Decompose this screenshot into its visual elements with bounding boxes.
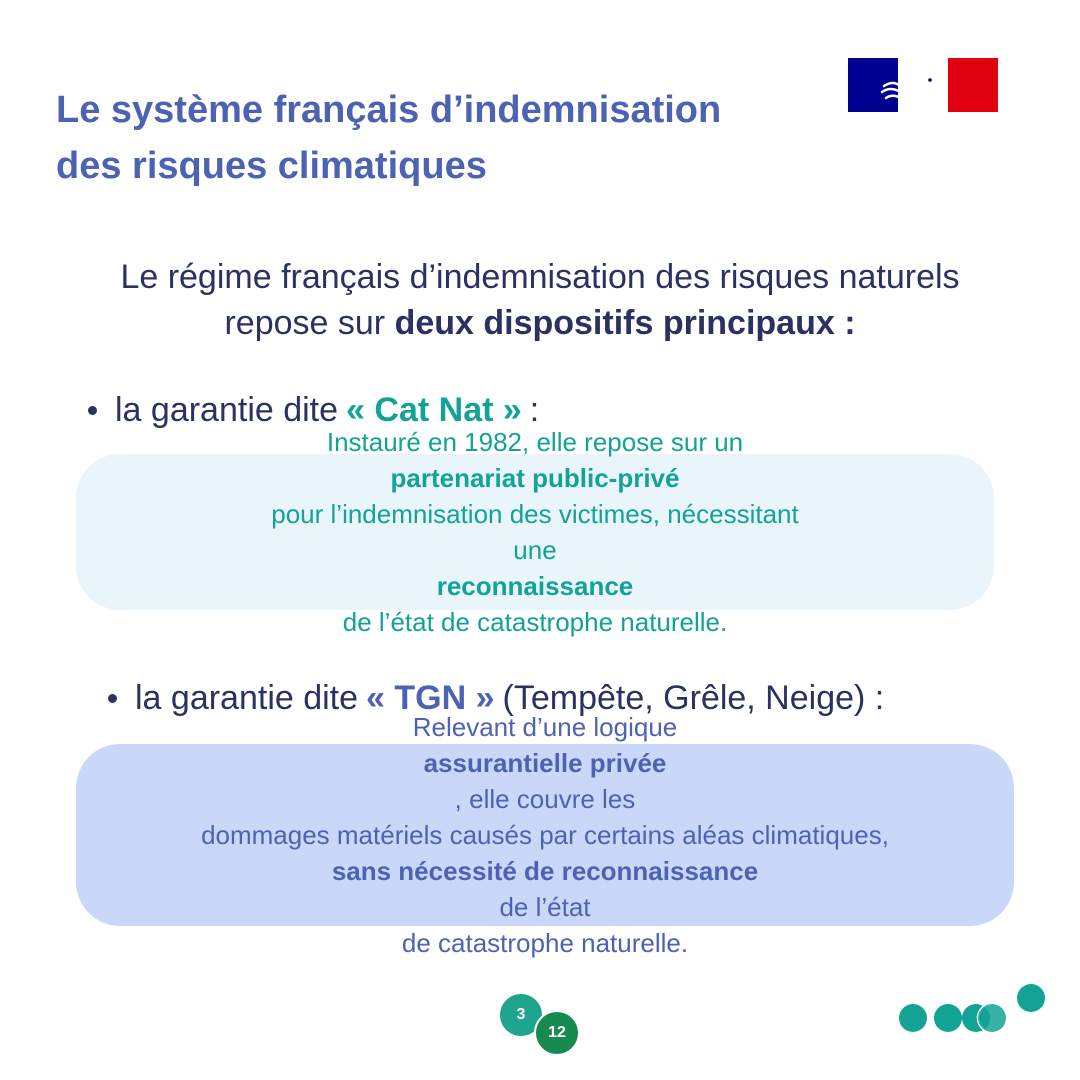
box1-line-3-bold: reconnaissance [436,571,634,601]
title-line-2: des risques climatiques [56,145,487,187]
box1-line-1 [327,424,743,496]
bullet-tgn-highlight: « TGN » [366,679,495,717]
box2-line-2: dommages matériels causés par certains aléas climatiques, [201,820,889,850]
title-line-1: Le système français d’indemnisation [56,89,722,131]
box1-line-2: pour l’indemnisation des victimes, nécessitant [271,499,799,529]
box2-line-3-bold: sans nécessité de reconnaissance [331,856,759,886]
box1-line-1-bold: partenariat public-privé [390,463,680,493]
bullet-cat-nat-highlight: « Cat Nat » [346,391,522,429]
current-page-badge: 3 [498,992,544,1038]
intro-line-2 [40,300,1040,346]
intro-line-1: Le régime français d’indemnisation des risques naturels [120,258,960,296]
intro-line-2-prefix: repose sur [224,304,386,342]
box1-line-3-text-c: de l’état de catastrophe naturelle. [342,607,728,637]
bullet-tgn-prefix: la garantie dite [135,679,359,717]
bullet-cat-nat-prefix: la garantie dite [115,391,339,429]
bullet-dot-icon [108,694,117,703]
page-indicator [496,992,586,1058]
decorative-dots-icon [896,982,1048,1034]
cat-nat-info-box [76,427,994,637]
intro-text [40,254,1040,346]
bullet-cat-nat-suffix: : [529,391,540,429]
marianne-logo-icon [848,58,998,112]
box2-line-1 [413,709,678,817]
box2-line-4: de catastrophe naturelle. [401,928,689,958]
box2-line-3 [332,853,758,925]
intro-line-2-bold: deux dispositifs principaux : [394,304,856,342]
box2-line-1-bold: assurantielle privée [423,748,667,778]
total-pages-badge: 12 [534,1010,580,1056]
box2-line-1-text-c: , elle couvre les [454,784,636,814]
page-title [56,82,721,194]
box2-line-1-text: Relevant d’une logique [412,712,678,742]
box1-line-3-text-a: une [513,535,557,565]
tgn-info-box [76,712,1014,958]
box1-line-3 [343,532,727,640]
box2-line-3-text: de l’état [499,892,591,922]
box1-line-1-text: Instauré en 1982, elle repose sur un [326,427,744,457]
bullet-tgn-suffix: (Tempête, Grêle, Neige) : [502,679,885,717]
bullet-dot-icon [88,406,97,415]
